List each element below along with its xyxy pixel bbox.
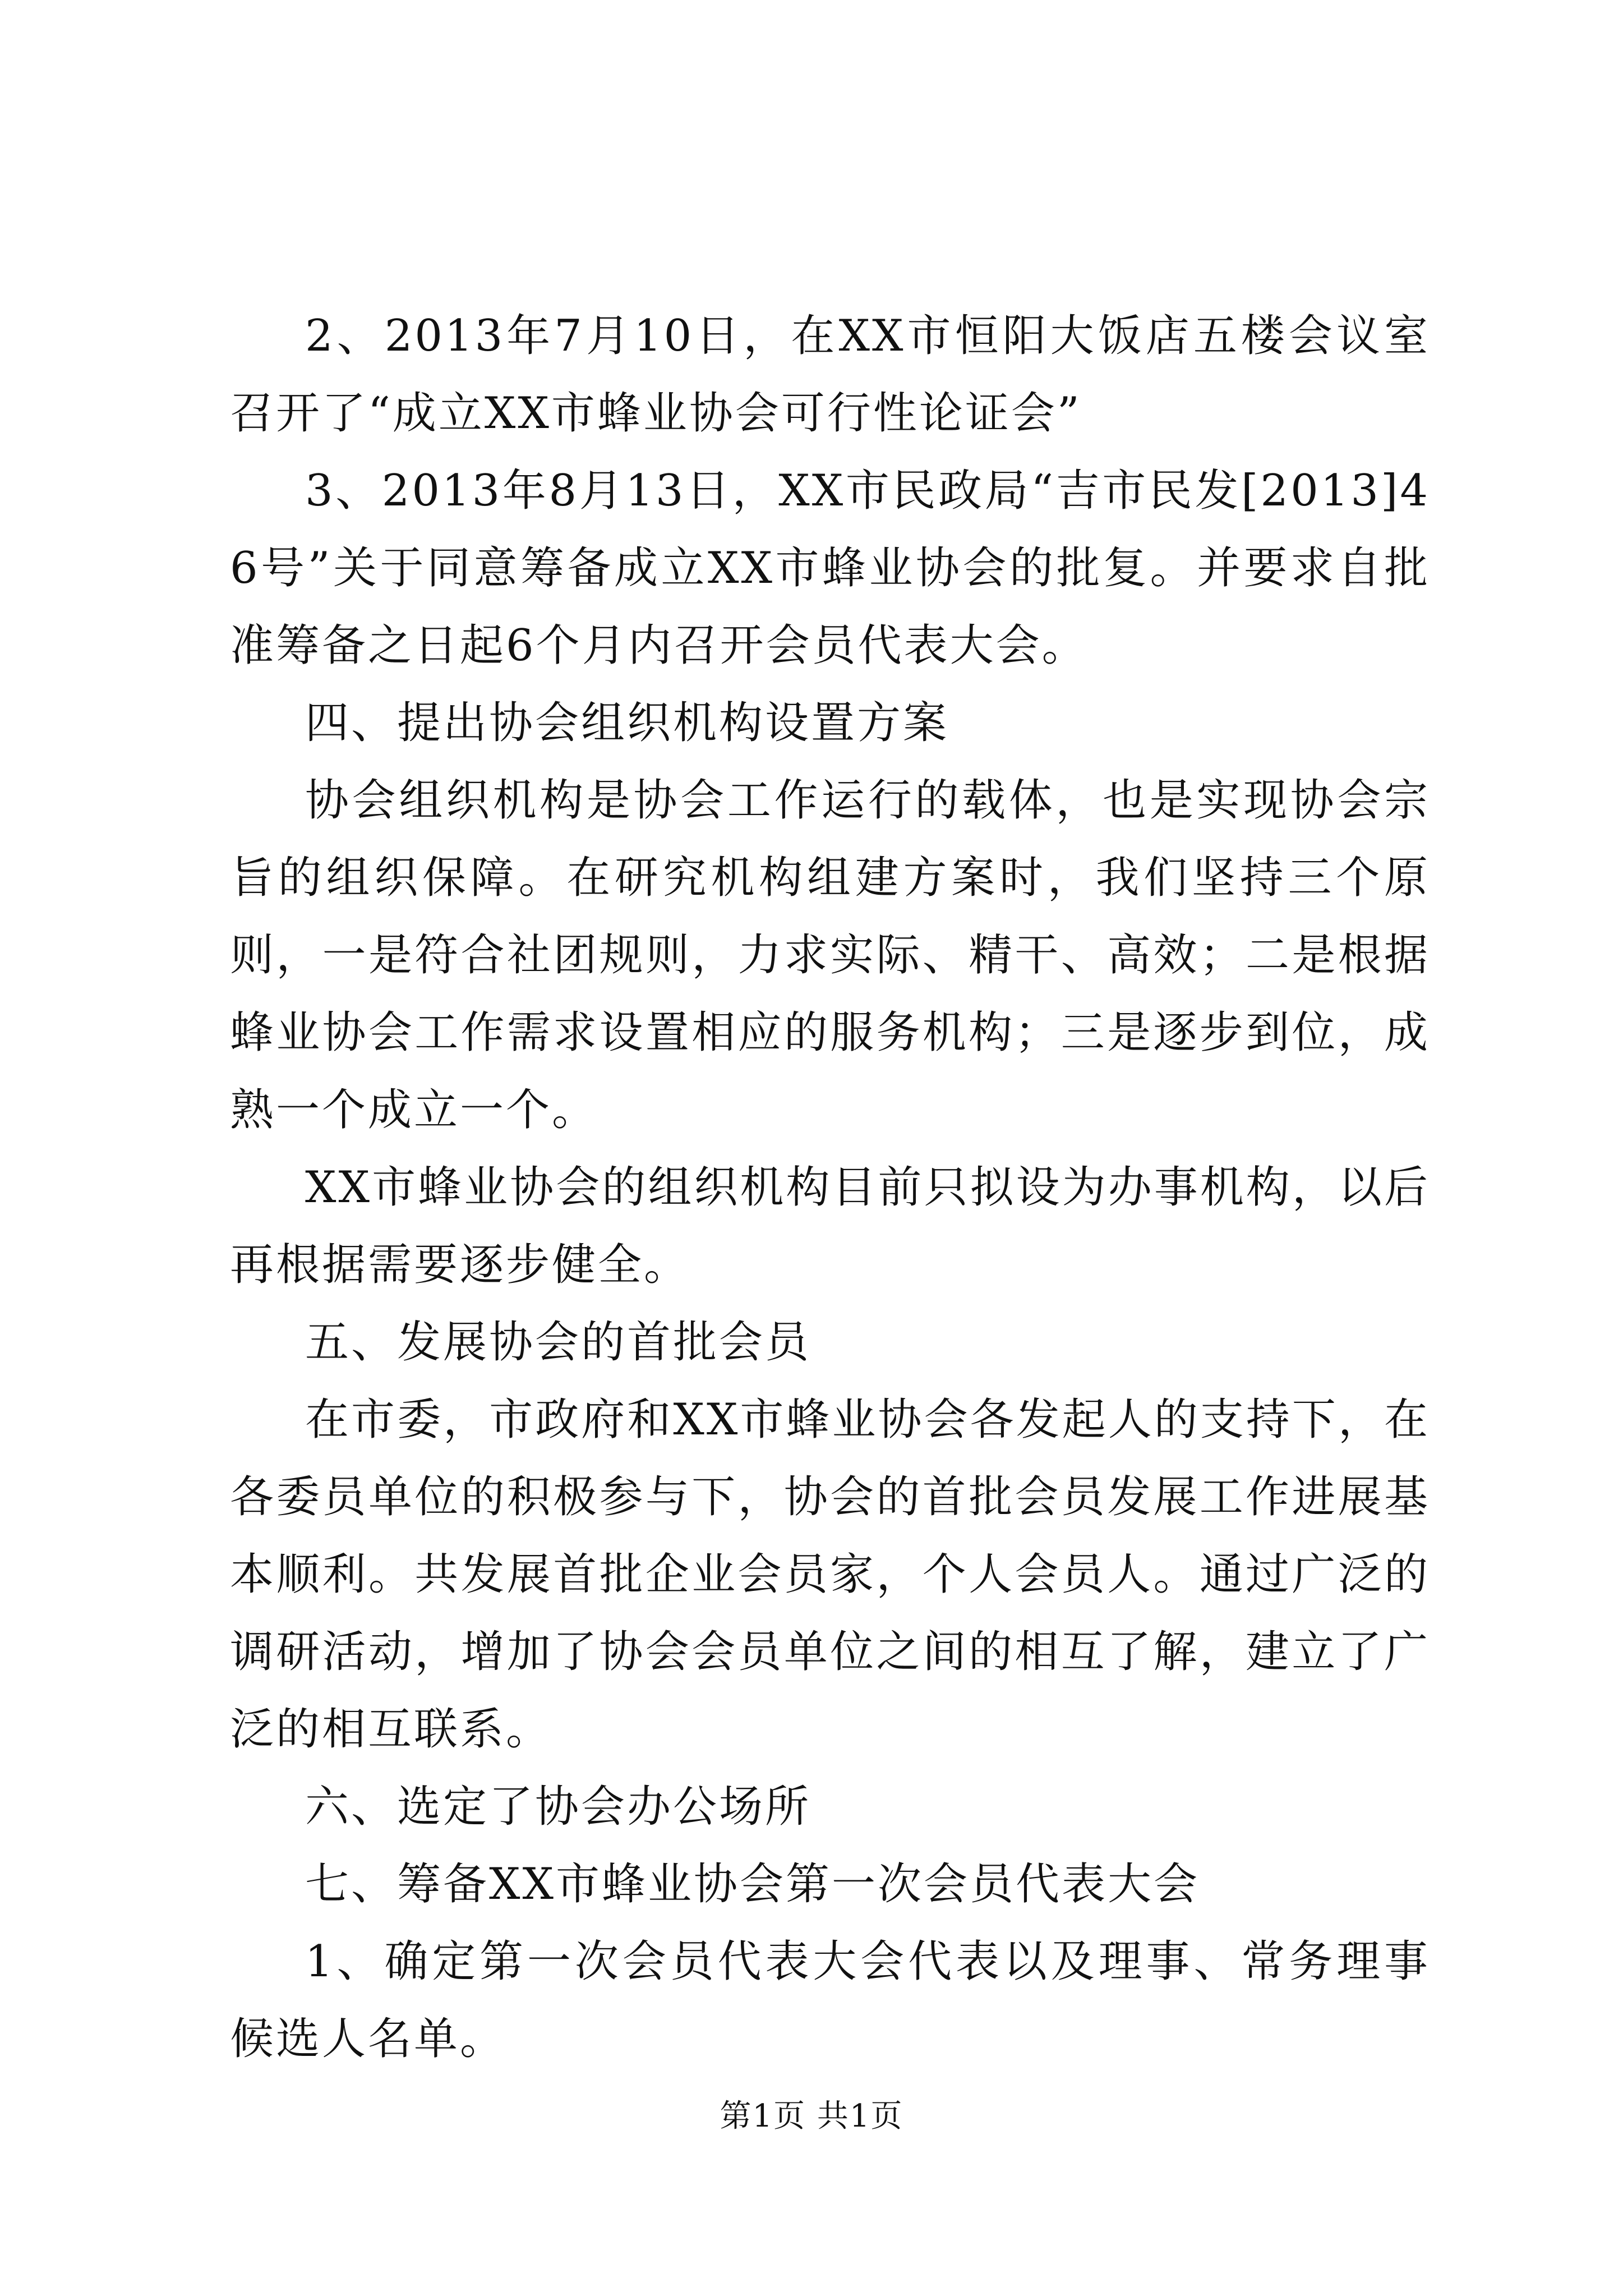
section-heading-4: 四、提出协会组织机构设置方案 (305, 698, 949, 748)
paragraph-item-3-approval: 3、2013年8月13日，XX市民政局“吉市民发[2013]46号”关于同意筹备成立XX市蜂业协会的批复。并要求自批准筹备之日起6个月内召开会员代表大会。 (230, 466, 1430, 671)
paragraph-members: 在市委，市政府和XX市蜂业协会各发起人的支持下，在各委员单位的积极参与下，协会的首批会员发展工作进展基本顺利。共发展首批企业会员家，个人会员人。通过广泛的调研活动，增加了协会会员单位之间的相互了解，建立了广泛的相互联系。 (230, 1395, 1430, 1755)
section-heading-5: 五、发展协会的首批会员 (305, 1317, 811, 1368)
paragraph-organization: 协会组织机构是协会工作运行的载体，也是实现协会宗旨的组织保障。在研究机构组建方案时，我们坚持三个原则，一是符合社团规则，力求实际、精干、高效；二是根据蜂业协会工作需求设置相应的服务机构；三是逐步到位，成熟一个成立一个。 (230, 775, 1430, 1135)
section-heading-7: 七、筹备XX市蜂业协会第一次会员代表大会 (305, 1859, 1200, 1910)
paragraph-item-2-meeting: 2、2013年7月10日，在XX市恒阳大饭店五楼会议室召开了“成立XX市蜂业协会可行性论证会” (230, 311, 1430, 439)
document-body (230, 297, 1430, 2078)
section-heading-6: 六、选定了协会办公场所 (305, 1782, 811, 1832)
page-number-footer: 第1页 共1页 (720, 2098, 903, 2134)
paragraph-item-1-candidates: 1、确定第一次会员代表大会代表以及理事、常务理事候选人名单。 (230, 1936, 1430, 2064)
paragraph-office-structure: XX市蜂业协会的组织机构目前只拟设为办事机构，以后再根据需要逐步健全。 (230, 1162, 1430, 1290)
